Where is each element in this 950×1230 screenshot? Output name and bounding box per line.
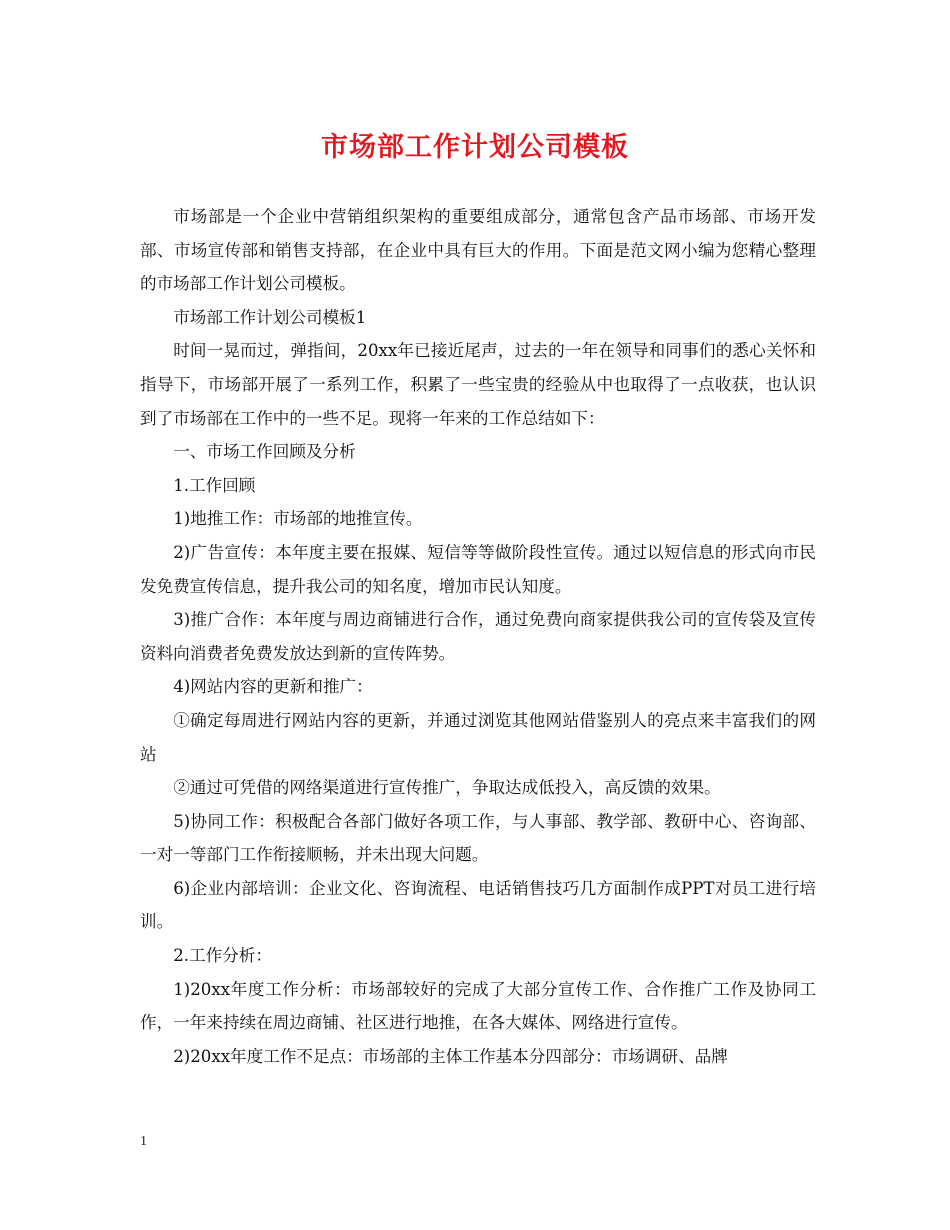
paragraph-heading: 一、市场工作回顾及分析 bbox=[173, 442, 356, 462]
page-number: 1 bbox=[140, 1134, 147, 1149]
paragraph-list-item: 1)地推工作：市场部的地推宣传。 bbox=[173, 509, 423, 529]
paragraph-list-item: ②通过可凭借的网络渠道进行宣传推广，争取达成低投入，高反馈的效果。 bbox=[173, 778, 721, 798]
paragraph-list-item: 5)协同工作：积极配合各部门做好各项工作，与人事部、教学部、教研中心、咨询部、一对一等部门工作衔接顺畅，并未出现大问题。 bbox=[140, 811, 816, 865]
paragraph-subheading: 1.工作回顾 bbox=[173, 475, 256, 495]
paragraph-list-item: 2)20xx年度工作不足点：市场部的主体工作基本分四部分：市场调研、品牌 bbox=[173, 1046, 728, 1066]
paragraph-list-item: 1)20xx年度工作分析：市场部较好的完成了大部分宣传工作、合作推广工作及协同工作，一年来持续在周边商铺、社区进行地推，在各大媒体、网络进行宣传。 bbox=[140, 979, 816, 1033]
document-body bbox=[140, 200, 816, 1073]
paragraph-intro: 市场部是一个企业中营销组织架构的重要组成部分，通常包含产品市场部、市场开发部、市场宣传部和销售支持部，在企业中具有巨大的作用。下面是范文网小编为您精心整理的市场部工作计划公司模板。 bbox=[140, 207, 816, 294]
paragraph-list-item: 3)推广合作：本年度与周边商铺进行合作，通过免费向商家提供我公司的宣传袋及宣传资料向消费者免费发放达到新的宣传阵势。 bbox=[140, 610, 816, 663]
paragraph-subheading: 2.工作分析： bbox=[173, 946, 272, 966]
paragraph-list-item: 2)广告宣传：本年度主要在报媒、短信等等做阶段性宣传。通过以短信息的形式向市民发免费宣传信息，提升我公司的知名度，增加市民认知度。 bbox=[140, 542, 816, 596]
paragraph-list-item: ①确定每周进行网站内容的更新，并通过浏览其他网站借鉴别人的亮点来丰富我们的网站 bbox=[140, 710, 816, 764]
paragraph: 时间一晃而过，弹指间，20xx年已接近尾声，过去的一年在领导和同事们的悉心关怀和指导下，市场部开展了一系列工作，积累了一些宝贵的经验从中也取得了一点收获，也认识到了市场部在工作中的一些不足。现将一年来的工作总结如下： bbox=[140, 341, 816, 428]
paragraph-section-heading: 市场部工作计划公司模板1 bbox=[173, 307, 367, 327]
document-title: 市场部工作计划公司模板 bbox=[321, 132, 629, 163]
paragraph-list-item: 4)网站内容的更新和推广： bbox=[173, 677, 373, 697]
paragraph-list-item: 6)企业内部培训：企业文化、咨询流程、电话销售技巧几方面制作成PPT对员工进行培训。 bbox=[140, 878, 816, 932]
